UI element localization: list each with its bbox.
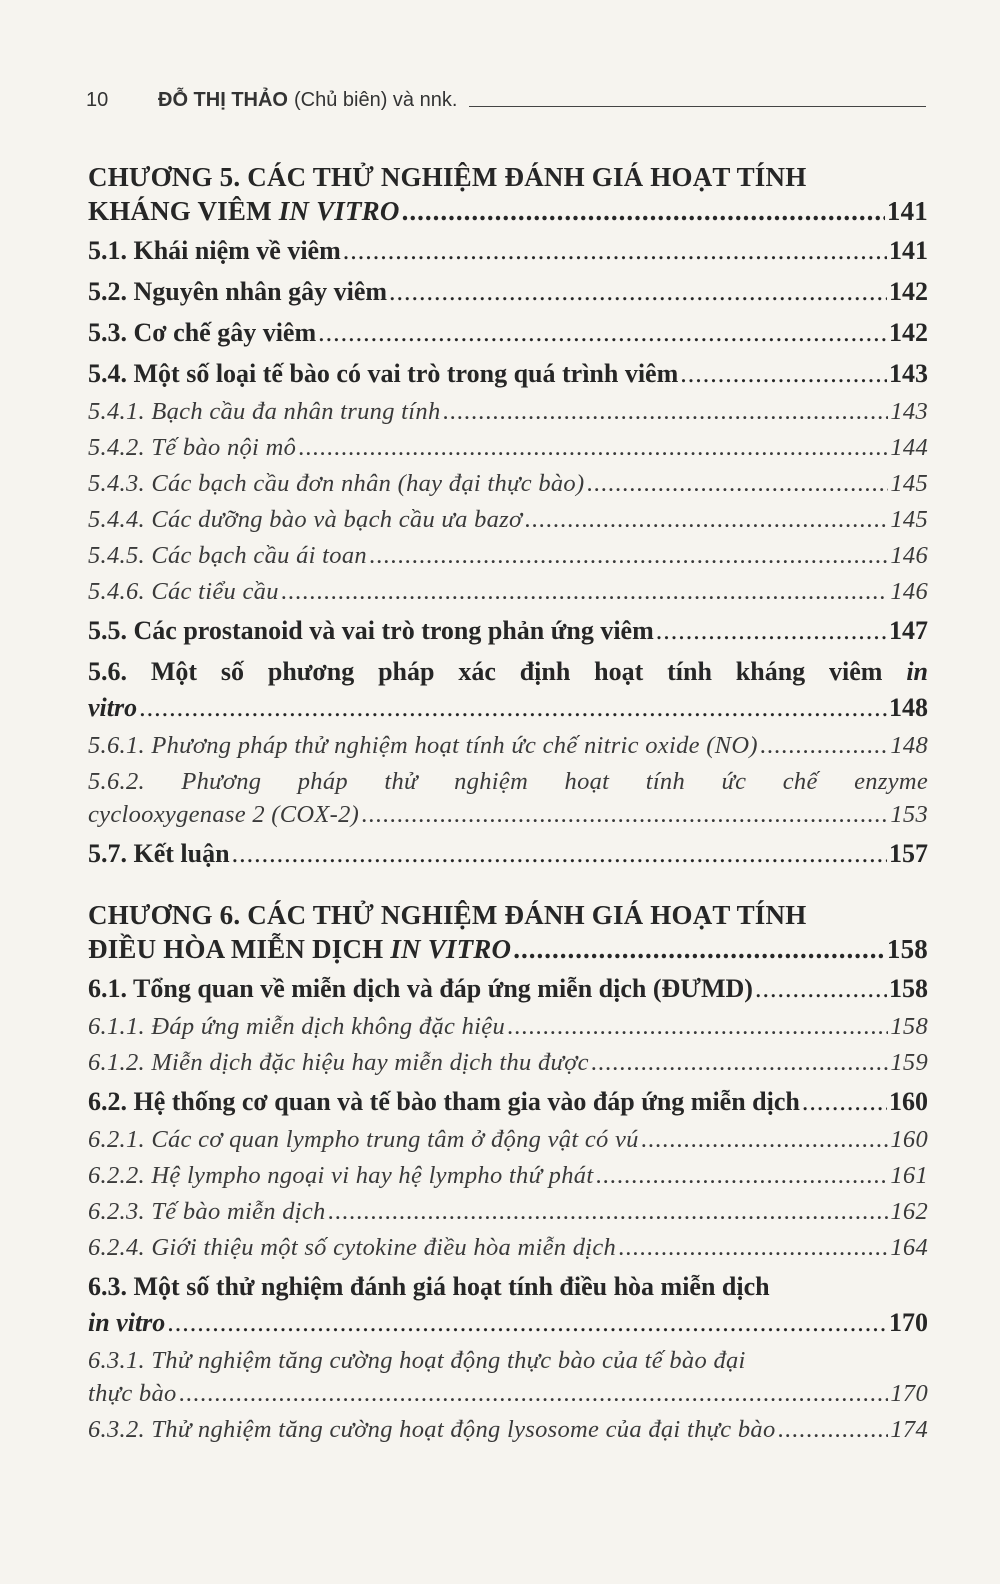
leader-dots	[402, 194, 885, 228]
toc-entry-6-3-1-page: 170	[890, 1380, 928, 1407]
chapter-5-title-text: KHÁNG VIÊM	[88, 196, 272, 226]
toc-entry-6-3-1-continuation: thực bào	[88, 1380, 177, 1407]
chapter-6-title-text: ĐIỀU HÒA MIỄN DỊCH	[88, 934, 384, 964]
toc-entry-6-3-2[interactable]: 6.3.2. Thử nghiệm tăng cường hoạt động lysosome của đại thực bào ..... 174	[88, 1413, 928, 1446]
chapter-6-page: 158	[886, 934, 928, 964]
toc-entry-6-2[interactable]: 6.2. Hệ thống cơ quan và tế bào tham gia vào đáp ứng miễn dịch ..... 160	[88, 1084, 928, 1120]
toc-entry-6-2-4[interactable]: 6.2.4. Giới thiệu một số cytokine điều hòa miễn dịch ..... 164	[88, 1231, 928, 1264]
toc-entry-5-6-text: 5.6. Một số phương pháp xác định hoạt tính kháng viêm	[88, 657, 883, 686]
chapter-6-heading[interactable]	[88, 898, 928, 966]
chapter-6-title-line1: CHƯƠNG 6. CÁC THỬ NGHIỆM ĐÁNH GIÁ HOẠT TÍNH	[88, 900, 807, 930]
toc-entry-5-4-5[interactable]: 5.4.5. Các bạch cầu ái toan ..... 146	[88, 539, 928, 572]
chapter-5-title-italic: IN VITRO	[278, 196, 400, 226]
toc-entry-5-6-continuation: vitro	[88, 693, 138, 722]
toc-entry-6-3-text: 6.3. Một số thử nghiệm đánh giá hoạt tính điều hòa miễn dịch	[88, 1272, 770, 1301]
toc-entry-5-5[interactable]: 5.5. Các prostanoid và vai trò trong phản ứng viêm ..... 147	[88, 613, 928, 649]
author-note: (Chủ biên) và nnk.	[294, 89, 458, 111]
toc-entry-5-4-1[interactable]: 5.4.1. Bạch cầu đa nhân trung tính ..... 143	[88, 395, 928, 428]
running-header	[86, 82, 926, 112]
toc-entry-5-4-4[interactable]: 5.4.4. Các dưỡng bào và bạch cầu ưa bazơ ..... 145	[88, 503, 928, 536]
toc-entry-5-7[interactable]: 5.7. Kết luận ..... 157	[88, 836, 928, 872]
toc-entry-5-4-6[interactable]: 5.4.6. Các tiểu cầu ..... 146	[88, 575, 928, 608]
chapter-5-title-line1: CHƯƠNG 5. CÁC THỬ NGHIỆM ĐÁNH GIÁ HOẠT TÍNH	[88, 162, 807, 192]
toc-entry-6-1[interactable]: 6.1. Tổng quan về miễn dịch và đáp ứng miễn dịch (ĐƯMD) ..... 158	[88, 971, 928, 1007]
toc-entry-5-6-2-continuation: cyclooxygenase 2 (COX-2)	[88, 801, 360, 828]
toc-entry-6-1-2[interactable]: 6.1.2. Miễn dịch đặc hiệu hay miễn dịch thu được ..... 159	[88, 1046, 928, 1079]
toc-entry-5-6-2-page: 153	[890, 801, 928, 828]
toc-entry-6-1-1[interactable]: 6.1.1. Đáp ứng miễn dịch không đặc hiệu ..... 158	[88, 1010, 928, 1043]
toc-entry-6-2-1[interactable]: 6.2.1. Các cơ quan lympho trung tâm ở động vật có vú ..... 160	[88, 1123, 928, 1156]
toc-entry-6-3-continuation: in vitro	[88, 1308, 166, 1337]
chapter-5-page: 141	[886, 196, 928, 226]
toc-entry-5-4-2[interactable]: 5.4.2. Tế bào nội mô ..... 144	[88, 431, 928, 464]
header-rule	[469, 106, 926, 107]
toc-entry-6-3-1-text: 6.3.1. Thử nghiệm tăng cường hoạt động thực bào của tế bào đại	[88, 1347, 746, 1374]
toc-entry-5-3[interactable]: 5.3. Cơ chế gây viêm ..... 142	[88, 315, 928, 351]
table-of-contents	[88, 160, 928, 1446]
toc-entry-6-3[interactable]	[88, 1269, 928, 1341]
toc-entry-5-1[interactable]: 5.1. Khái niệm về viêm ..... 141	[88, 233, 928, 269]
page-number: 10	[86, 89, 109, 111]
toc-entry-5-6-2-text: 5.6.2. Phương pháp thử nghiệm hoạt tính ức chế enzyme	[88, 768, 928, 795]
toc-entry-5-6-2[interactable]	[88, 765, 928, 831]
toc-entry-6-3-page: 170	[889, 1308, 928, 1337]
leader-dots	[513, 932, 885, 966]
toc-entry-5-6-page: 148	[889, 693, 928, 722]
toc-entry-6-2-3[interactable]: 6.2.3. Tế bào miễn dịch ..... 162	[88, 1195, 928, 1228]
toc-entry-5-6-italic: in	[906, 657, 928, 686]
toc-entry-6-2-2[interactable]: 6.2.2. Hệ lympho ngoại vi hay hệ lympho thứ phát ..... 161	[88, 1159, 928, 1192]
toc-entry-5-2[interactable]: 5.2. Nguyên nhân gây viêm ..... 142	[88, 274, 928, 310]
chapter-5-heading[interactable]	[88, 160, 928, 228]
toc-entry-5-6-1[interactable]: 5.6.1. Phương pháp thử nghiệm hoạt tính ức chế nitric oxide (NO) ..... 148	[88, 729, 928, 762]
toc-entry-5-4-3[interactable]: 5.4.3. Các bạch cầu đơn nhân (hay đại thực bào) ..... 145	[88, 467, 928, 500]
toc-entry-6-3-1[interactable]	[88, 1344, 928, 1410]
chapter-6-title-line2	[88, 932, 928, 966]
author-name: ĐỖ THỊ THẢO	[158, 89, 288, 111]
chapter-5-title-line2	[88, 194, 928, 228]
toc-entry-5-4[interactable]: 5.4. Một số loại tế bào có vai trò trong quá trình viêm ..... 143	[88, 356, 928, 392]
chapter-6-title-italic: IN VITRO	[390, 934, 512, 964]
toc-entry-5-6[interactable]	[88, 654, 928, 726]
